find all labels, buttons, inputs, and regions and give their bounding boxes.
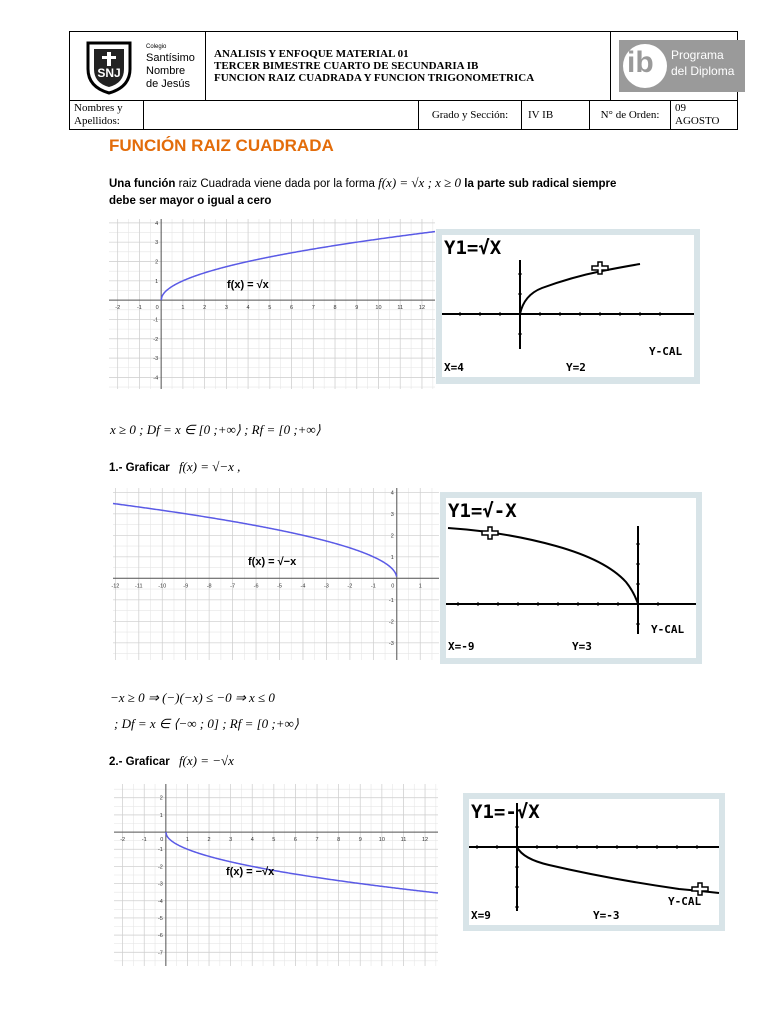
exercise1-label: 1.- Graficar <box>109 462 170 474</box>
domain-range-2-line1: −x ≥ 0 ⇒ (−)(−x) ≤ −0 ⇒ x ≤ 0 <box>110 690 275 705</box>
x-tick-label: 2 <box>203 305 207 312</box>
exercise1-formula: f(x) = √−x , <box>178 459 241 474</box>
graph-neg-sqrt-x <box>114 784 438 966</box>
exercise1-heading <box>109 459 240 475</box>
calc1-yval: Y=2 <box>566 361 586 374</box>
x-tick-label: 0 <box>391 583 395 590</box>
ib-diploma-logo <box>619 40 745 92</box>
x-tick-label: 11 <box>400 837 407 844</box>
document-title-cell <box>206 32 611 101</box>
x-tick-label: -4 <box>300 583 306 590</box>
x-tick-label: -5 <box>277 583 282 590</box>
x-tick-label: 5 <box>268 305 272 312</box>
y-tick-label: 4 <box>155 220 159 227</box>
date-day: 09 <box>675 102 686 114</box>
calculator-screen-1 <box>436 229 700 384</box>
y-tick-label: -3 <box>157 881 163 888</box>
y-tick-label: 3 <box>155 240 159 247</box>
calc1-xval: X=4 <box>444 361 464 374</box>
names-label: Nombres y Apellidos: <box>70 101 144 130</box>
school-name-1: Colegio <box>146 44 167 50</box>
x-tick-label: -9 <box>183 583 189 590</box>
order-label: N° de Orden: <box>590 101 671 130</box>
y-tick-label: -2 <box>153 336 159 343</box>
x-tick-label: -6 <box>253 583 259 590</box>
y-tick-label: 1 <box>390 554 394 561</box>
calc2-title: Y1=√-X <box>448 500 517 522</box>
x-tick-label: -1 <box>136 305 142 312</box>
x-tick-label: -1 <box>370 583 376 590</box>
x-tick-label: -11 <box>135 583 143 590</box>
calc3-yval: Y=-3 <box>593 909 620 922</box>
y-tick-label: -6 <box>157 933 163 940</box>
x-tick-label: -3 <box>323 583 329 590</box>
y-tick-label: -4 <box>153 375 159 382</box>
x-tick-label: 4 <box>250 837 254 844</box>
y-tick-label: -7 <box>157 950 163 957</box>
x-tick-label: 1 <box>181 305 185 312</box>
date-cell <box>671 101 738 130</box>
x-tick-label: 1 <box>185 837 189 844</box>
y-tick-label: -3 <box>153 356 159 363</box>
y-tick-label: -1 <box>157 847 163 854</box>
x-tick-label: -7 <box>230 583 236 590</box>
intro-part-b: raiz Cuadrada viene dada por la forma <box>175 178 379 190</box>
y-tick-label: 4 <box>390 490 394 497</box>
calc3-title: Y1=-√X <box>471 801 540 823</box>
graph-sqrt-x-svg <box>109 219 435 389</box>
x-tick-label: 11 <box>397 305 404 312</box>
graph-neg-sqrt-x-label: f(x) = −√x <box>226 866 275 878</box>
x-tick-label: 4 <box>246 305 250 312</box>
x-tick-label: 10 <box>378 837 385 844</box>
y-tick-label: -1 <box>153 317 159 324</box>
y-tick-label: -1 <box>388 597 394 604</box>
x-tick-label: 0 <box>155 305 159 312</box>
names-input[interactable] <box>144 101 419 130</box>
y-tick-label: -5 <box>157 915 163 922</box>
exercise2-label: 2.- Graficar <box>109 756 170 768</box>
x-tick-label: -2 <box>120 837 126 844</box>
y-tick-label: 2 <box>390 533 394 540</box>
x-tick-label: 12 <box>418 305 426 312</box>
graph-sqrt-x <box>109 219 435 389</box>
intro-part-c: la parte sub radical siempre <box>461 178 617 190</box>
school-name-2: Santísimo <box>146 52 195 64</box>
header-table <box>69 31 738 101</box>
domain-range-1: x ≥ 0 ; Df = x ∈ [0 ;+∞⟩ ; Rf = [0 ;+∞⟩ <box>110 422 321 437</box>
document-title-line2: TERCER BIMESTRE CUARTO DE SECUNDARIA IB <box>214 60 479 72</box>
y-tick-label: 1 <box>159 812 163 819</box>
y-tick-label: -2 <box>157 864 163 871</box>
x-tick-label: 3 <box>229 837 233 844</box>
school-name-4: de Jesús <box>146 78 191 90</box>
x-tick-label: 7 <box>315 837 319 844</box>
calculator-screen-2 <box>440 492 702 664</box>
svg-text:SNJ: SNJ <box>97 66 121 80</box>
calc1-mode: Y-CAL <box>649 345 683 358</box>
x-tick-label: 6 <box>293 837 297 844</box>
calc3-mode: Y-CAL <box>668 895 702 908</box>
x-tick-label: 5 <box>272 837 276 844</box>
graph-sqrt-neg-x <box>113 488 439 660</box>
exercise2-heading <box>109 753 234 769</box>
x-tick-label: -2 <box>347 583 353 590</box>
intro-part-a: Una función <box>109 178 176 190</box>
x-tick-label: 3 <box>224 305 228 312</box>
x-tick-label: 7 <box>311 305 315 312</box>
document-title-line1: ANALISIS Y ENFOQUE MATERIAL 01 <box>214 48 409 60</box>
y-tick-label: 2 <box>155 259 159 266</box>
graph-sqrt-neg-x-svg <box>113 488 439 660</box>
intro-formula: f(x) = √x ; x ≥ 0 <box>378 175 462 190</box>
x-tick-label: -2 <box>115 305 121 312</box>
grade-value: IV IB <box>522 101 590 130</box>
ib-icon: ib <box>627 46 654 79</box>
calc1-title: Y1=√X <box>444 237 502 259</box>
graph-neg-sqrt-x-svg <box>114 784 438 966</box>
y-tick-label: -2 <box>388 619 394 626</box>
graph-sqrt-x-label: f(x) = √x <box>227 279 269 291</box>
x-tick-label: -12 <box>111 583 120 590</box>
x-tick-label: 6 <box>290 305 294 312</box>
ib-text-line1: Programa <box>671 48 724 62</box>
x-tick-label: 8 <box>333 305 337 312</box>
y-tick-label: 2 <box>159 795 163 802</box>
x-tick-label: -8 <box>206 583 212 590</box>
x-tick-label: -10 <box>158 583 167 590</box>
x-tick-label: 10 <box>375 305 382 312</box>
x-tick-label: -1 <box>141 837 147 844</box>
student-info-table <box>69 100 738 130</box>
school-name-3: Nombre <box>146 65 186 77</box>
school-crest-icon <box>84 39 134 95</box>
grade-label: Grado y Sección: <box>419 101 522 130</box>
x-tick-label: 2 <box>207 837 211 844</box>
calculator-screen-3 <box>463 793 725 931</box>
calc2-mode: Y-CAL <box>651 623 685 636</box>
graph-sqrt-neg-x-label: f(x) = √−x <box>248 556 297 568</box>
date-month: AGOSTO <box>675 115 720 127</box>
x-tick-label: 9 <box>355 305 359 312</box>
x-tick-label: 0 <box>160 837 164 844</box>
calc3-xval: X=9 <box>471 909 491 922</box>
x-tick-label: 9 <box>358 837 362 844</box>
intro-line2: debe ser mayor o igual a cero <box>109 195 272 207</box>
x-tick-label: 12 <box>421 837 429 844</box>
ib-logo-cell <box>611 32 738 101</box>
x-tick-label: 1 <box>418 583 422 590</box>
ib-text-line2: del Diploma <box>671 64 735 78</box>
exercise2-formula: f(x) = −√x <box>178 753 234 768</box>
school-logo-cell <box>70 32 206 101</box>
calc2-yval: Y=3 <box>572 640 592 653</box>
y-tick-label: -4 <box>157 898 163 905</box>
intro-line1 <box>109 175 616 191</box>
x-tick-label: 8 <box>337 837 341 844</box>
y-tick-label: 3 <box>390 511 394 518</box>
y-tick-label: 1 <box>155 278 159 285</box>
domain-range-2-line2: ; Df = x ∈ ⟨−∞ ; 0] ; Rf = [0 ;+∞⟩ <box>114 716 299 731</box>
section-heading: FUNCIÓN RAIZ CUADRADA <box>109 136 334 155</box>
document-title-line3: FUNCION RAIZ CUADRADA Y FUNCION TRIGONOMETRICA <box>214 72 535 84</box>
calc2-xval: X=-9 <box>448 640 475 653</box>
y-tick-label: -3 <box>388 640 394 647</box>
